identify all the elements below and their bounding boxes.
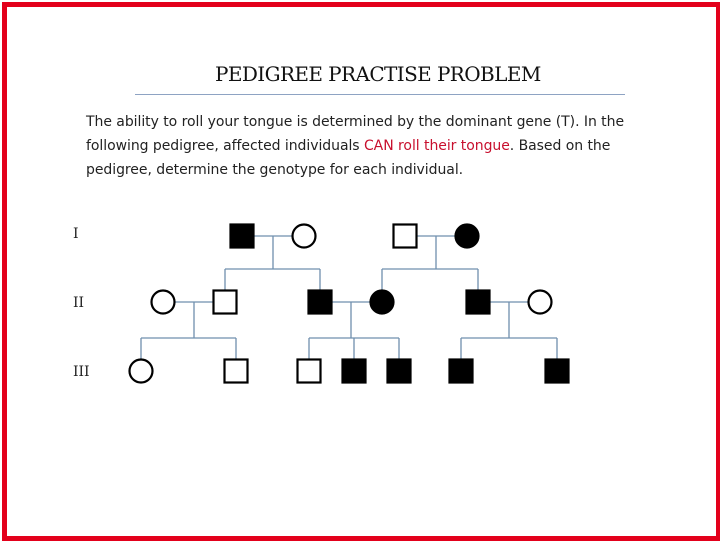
affected-male-symbol — [231, 225, 254, 248]
unaffected-male-symbol — [214, 291, 237, 314]
unaffected-male-symbol — [394, 225, 417, 248]
unaffected-female-symbol — [152, 291, 175, 314]
affected-male-symbol — [450, 360, 473, 383]
affected-male-symbol — [343, 360, 366, 383]
page-title: PEDIGREE PRACTISE PROBLEM — [215, 62, 541, 86]
generation-label-2: II — [73, 295, 85, 311]
generation-label-1: I — [73, 226, 79, 242]
unaffected-female-symbol — [130, 360, 153, 383]
unaffected-male-symbol — [225, 360, 248, 383]
unaffected-female-symbol — [293, 225, 316, 248]
affected-female-symbol — [371, 291, 394, 314]
affected-male-symbol — [309, 291, 332, 314]
unaffected-female-symbol — [529, 291, 552, 314]
affected-male-symbol — [388, 360, 411, 383]
affected-male-symbol — [467, 291, 490, 314]
affected-male-symbol — [546, 360, 569, 383]
statement-highlight: CAN roll their tongue — [363, 138, 510, 154]
generation-label-3: III — [73, 364, 90, 380]
unaffected-male-symbol — [298, 360, 321, 383]
statement-text-before: The ability to roll your tongue is determined by the dominant gene (T). In the following pedigree, affected individuals — [86, 114, 625, 154]
affected-female-symbol — [456, 225, 479, 248]
statement-text-after: . Based on the pedigree, determine the genotype for each individual. — [86, 138, 611, 178]
